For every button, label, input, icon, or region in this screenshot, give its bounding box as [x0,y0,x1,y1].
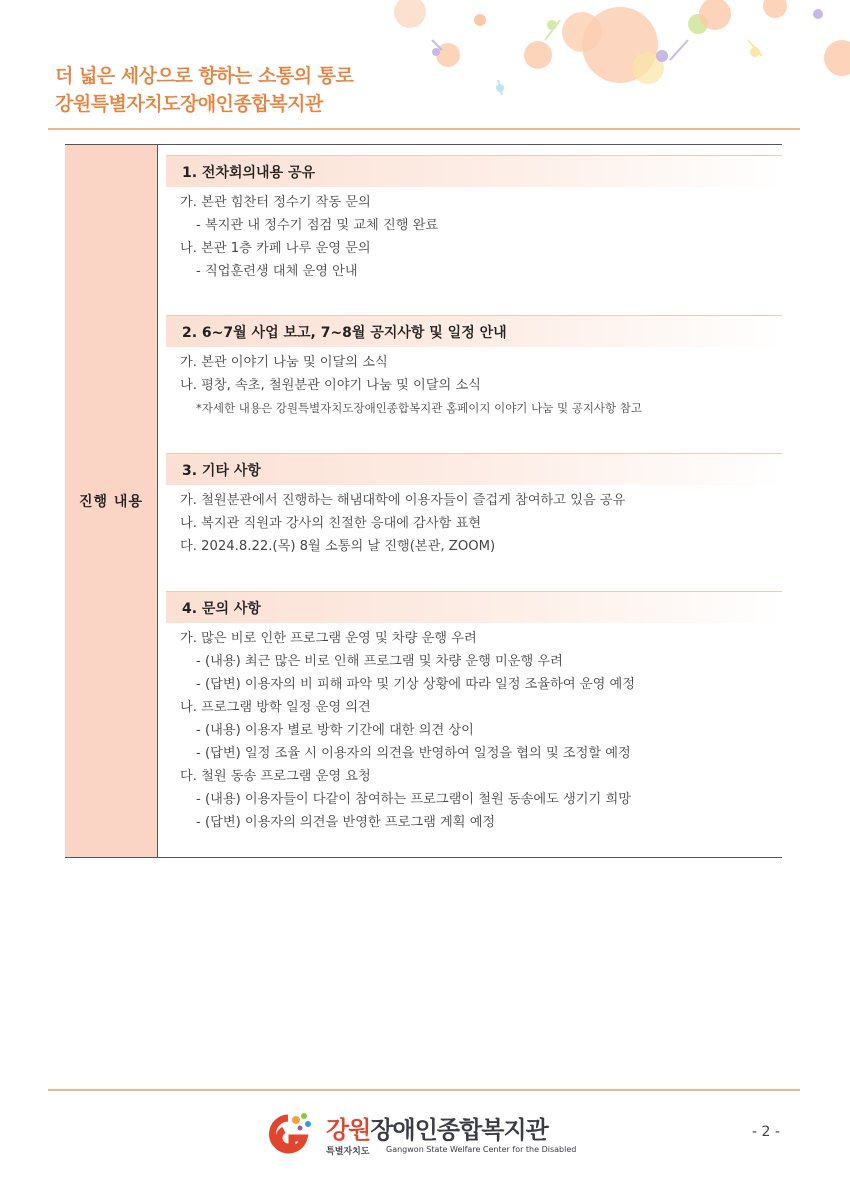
list-subitem: - (내용) 최근 많은 비로 인해 프로그램 및 차량 운행 미운행 우려 [196,654,563,669]
section-4 [166,591,782,834]
list-subitem: - (내용) 이용자 별로 방학 기간에 대한 의견 상이 [196,723,474,738]
page-number: - 2 - [752,1124,780,1140]
list-item: 나. 평창, 속초, 철원분관 이야기 나눔 및 이달의 소식 [180,378,481,393]
section-1 [166,155,782,283]
list-subitem: - (답변) 이용자의 의견을 반영한 프로그램 계획 예정 [196,815,496,830]
list-subitem: - 복지관 내 정수기 점검 및 교체 진행 완료 [196,218,439,233]
logo-subtitle-kr: 특별자치도 [326,1147,370,1157]
row-label-cell [65,145,158,857]
list-item: 다. 철원 동송 프로그램 운영 요청 [180,769,371,784]
header-title [55,62,353,118]
logo-wordmark [326,1110,548,1145]
list-item: 나. 본관 1층 카페 나루 운영 문의 [180,241,371,256]
section-heading: 1. 전차회의내용 공유 [166,155,782,187]
row-label: 진행 내용 [79,494,143,510]
section-heading: 2. 6~7월 사업 보고, 7~8월 공지사항 및 일정 안내 [166,315,782,347]
section-lines [166,187,782,283]
list-subitem: - 직업훈련생 대체 운영 안내 [196,264,358,279]
header-title-line2: 강원특별자치도장애인종합복지관 [55,93,323,115]
section-lines [166,485,782,558]
logo-mark-icon [266,1108,320,1158]
section-lines [166,347,782,420]
section-lines [166,623,782,834]
page-header [0,0,850,130]
list-item: 가. 많은 비로 인한 프로그램 운영 및 차량 운행 우려 [180,631,477,646]
organization-logo [266,1108,577,1158]
logo-subtitle-en: Gangwon State Welfare Center for the Disabled [386,1145,577,1154]
content-table [65,144,782,858]
list-item: 나. 프로그램 방학 일정 운영 의견 [180,700,371,715]
logo-wordmark-accent: 강원 [326,1116,371,1144]
list-subitem: - (답변) 일정 조율 시 이용자의 의견을 반영하여 일정을 협의 및 조정할 예정 [196,746,631,761]
footer-divider [48,1089,800,1091]
decorative-bubbles [370,0,850,110]
header-title-line1: 더 넓은 세상으로 향하는 소통의 통로 [55,65,354,87]
reference-note: *자세한 내용은 강원특별자치도장애인종합복지관 홈페이지 이야기 나눔 및 공지사항 참고 [196,401,643,415]
list-item: 다. 2024.8.22.(목) 8월 소통의 날 진행(본관, ZOOM) [180,539,496,554]
header-divider [48,128,800,130]
list-item: 가. 본관 힘찬터 정수기 작동 문의 [180,195,371,210]
list-item: 가. 본관 이야기 나눔 및 이달의 소식 [180,355,388,370]
list-subitem: - (답변) 이용자의 비 피해 파악 및 기상 상황에 따라 일정 조율하여 운영 예정 [196,677,635,692]
list-item: 가. 철원분관에서 진행하는 해냄대학에 이용자들이 즐겁게 참여하고 있음 공유 [180,493,626,508]
section-2 [166,315,782,420]
section-heading: 4. 문의 사항 [166,591,782,623]
logo-wordmark-rest: 장애인종합복지관 [370,1116,548,1144]
section-3 [166,453,782,558]
list-item: 나. 복지관 직원과 강사의 친절한 응대에 감사함 표현 [180,516,482,531]
list-subitem: - (내용) 이용자들이 다같이 참여하는 프로그램이 철원 동송에도 생기기 희망 [196,792,631,807]
section-heading: 3. 기타 사항 [166,453,782,485]
